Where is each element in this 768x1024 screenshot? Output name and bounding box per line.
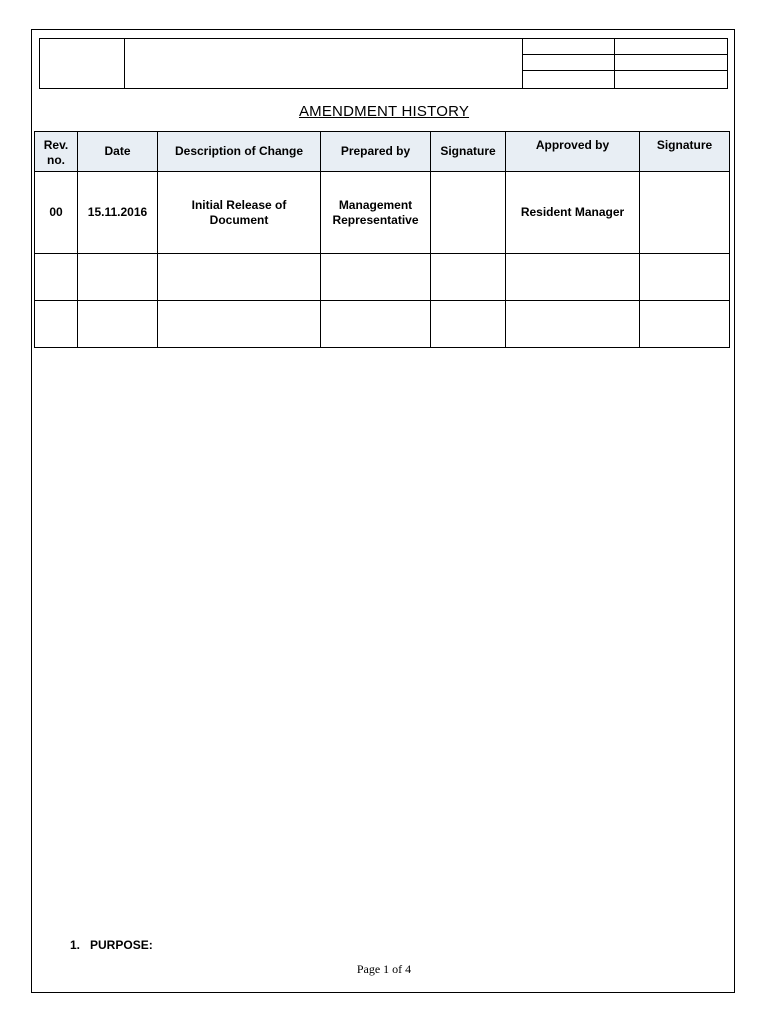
cell-signature-2 [640, 172, 730, 254]
purpose-heading [70, 938, 153, 952]
cell-signature [431, 254, 506, 301]
header-logo-cell [40, 39, 125, 88]
table-row [35, 254, 730, 301]
table-row [35, 301, 730, 348]
cell-rev-no [35, 254, 78, 301]
column-header-signature-2: Signature [640, 132, 730, 172]
cell-date: 15.11.2016 [78, 172, 158, 254]
header-meta-label [523, 39, 615, 54]
cell-prepared-by [321, 301, 431, 348]
header-meta-label [523, 71, 615, 88]
table-row [35, 172, 730, 254]
page-number: Page 1 of 4 [356, 962, 412, 976]
column-header-prepared-by: Prepared by [321, 132, 431, 172]
amendment-history-title: AMENDMENT HISTORY [298, 103, 470, 120]
column-header-date: Date [78, 132, 158, 172]
header-meta-value [615, 39, 727, 54]
cell-description: Initial Release of Document [158, 172, 321, 254]
purpose-number: 1. [70, 938, 81, 952]
cell-date [78, 254, 158, 301]
header-meta-value [615, 71, 727, 88]
header-meta-value [615, 55, 727, 70]
table-header-row [35, 132, 730, 172]
cell-approved-by [506, 254, 640, 301]
cell-signature [431, 301, 506, 348]
header-meta-row [523, 71, 727, 88]
purpose-label: PURPOSE: [90, 938, 153, 952]
cell-signature [431, 172, 506, 254]
cell-description [158, 301, 321, 348]
column-header-description: Description of Change [158, 132, 321, 172]
header-meta-row [523, 39, 727, 55]
cell-rev-no: 00 [35, 172, 78, 254]
header-title-cell [125, 39, 523, 88]
cell-description [158, 254, 321, 301]
header-meta-table [523, 39, 727, 88]
cell-approved-by [506, 301, 640, 348]
header-meta-label [523, 55, 615, 70]
header-meta-row [523, 55, 727, 71]
cell-signature-2 [640, 301, 730, 348]
cell-signature-2 [640, 254, 730, 301]
cell-date [78, 301, 158, 348]
column-header-rev-no: Rev. no. [35, 132, 78, 172]
cell-prepared-by [321, 254, 431, 301]
column-header-signature: Signature [431, 132, 506, 172]
cell-prepared-by: Management Representative [321, 172, 431, 254]
amendment-history-table [34, 131, 730, 348]
cell-approved-by: Resident Manager [506, 172, 640, 254]
cell-rev-no [35, 301, 78, 348]
column-header-approved-by: Approved by [506, 132, 640, 172]
document-header [39, 38, 728, 89]
